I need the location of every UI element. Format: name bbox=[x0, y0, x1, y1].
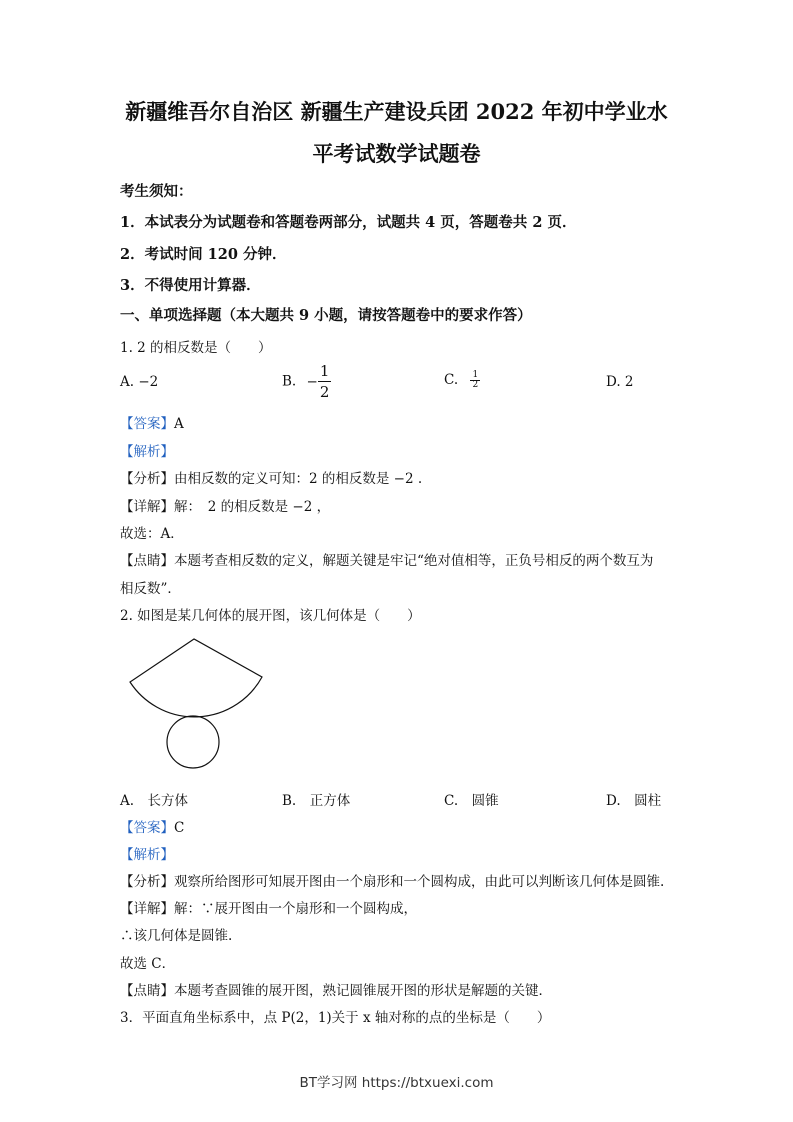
answer-value: C bbox=[174, 820, 185, 836]
q2-therefore: ∴该几何体是圆锥. bbox=[120, 928, 233, 944]
q2-option-c: C. 圆锥 bbox=[444, 793, 499, 809]
notice-item-1: 1．本试表分为试题卷和答题卷两部分，试题共 4 页，答题卷共 2 页． bbox=[120, 214, 577, 231]
fenxi-tag: 【分析】 bbox=[120, 874, 174, 890]
fraction-numerator: 1 bbox=[472, 370, 479, 380]
notice-item-2: 2．考试时间 120 分钟． bbox=[120, 246, 287, 263]
q2-choose: 故选 C． bbox=[120, 956, 176, 972]
answer-value: A bbox=[174, 416, 184, 432]
xiangjie-text: 解： 2 的相反数是 −2 ， bbox=[174, 499, 331, 515]
q2-xiangjie bbox=[120, 897, 417, 917]
q1-analysis-tag: 【解析】 bbox=[120, 444, 174, 460]
q1-option-b bbox=[282, 364, 331, 400]
answer-tag: 【答案】 bbox=[120, 820, 174, 836]
q1-fenxi bbox=[120, 467, 422, 487]
dianjing-tag: 【点睛】 bbox=[120, 553, 174, 569]
q1-option-c-prefix: C. bbox=[444, 372, 459, 388]
xiangjie-text: 解：∵展开图由一个扇形和一个圆构成， bbox=[174, 901, 417, 917]
q2-analysis-tag: 【解析】 bbox=[120, 847, 174, 863]
fraction-denominator: 2 bbox=[472, 380, 479, 390]
fraction-denominator: 2 bbox=[319, 383, 330, 401]
footer-watermark: BT学习网 https://btxuexi.com bbox=[299, 1075, 494, 1091]
section-heading: 一、单项选择题（本大题共 9 小题，请按答题卷中的要求作答） bbox=[120, 307, 532, 324]
dianjing-text: 本题考查相反数的定义，解题关键是牢记“绝对值相等，正负号相反的两个数互为 bbox=[174, 553, 654, 569]
q1-option-d: D. 2 bbox=[606, 374, 634, 390]
dianjing-tag: 【点睛】 bbox=[120, 983, 174, 999]
xiangjie-tag: 【详解】 bbox=[120, 499, 174, 515]
q2-answer bbox=[120, 816, 184, 836]
page-title-line2: 平考试数学试题卷 bbox=[312, 141, 481, 166]
q1-option-b-fraction bbox=[318, 364, 332, 400]
circle-shape bbox=[167, 716, 219, 768]
fenxi-tag: 【分析】 bbox=[120, 471, 174, 487]
q2-stem: 2. 如图是某几何体的展开图，该几何体是（ ） bbox=[120, 608, 421, 624]
q1-dianjing bbox=[120, 549, 653, 569]
q2-option-b: B. 正方体 bbox=[282, 793, 351, 809]
sector-shape bbox=[130, 639, 262, 717]
page-title-line1: 新疆维吾尔自治区 新疆生产建设兵团 2022 年初中学业水 bbox=[125, 99, 668, 124]
xiangjie-tag: 【详解】 bbox=[120, 901, 174, 917]
q1-option-c bbox=[444, 371, 480, 390]
q2-fenxi bbox=[120, 870, 664, 890]
cone-net-figure bbox=[120, 632, 280, 782]
q1-stem: 1. 2 的相反数是（ ） bbox=[120, 340, 272, 356]
notice-item-3: 3．不得使用计算器． bbox=[120, 277, 261, 294]
q1-option-b-sign: − bbox=[306, 373, 318, 390]
q2-option-d: D. 圆柱 bbox=[606, 793, 662, 809]
q1-choose: 故选：A． bbox=[120, 526, 184, 542]
q2-dianjing bbox=[120, 979, 552, 999]
fraction-numerator: 1 bbox=[319, 362, 330, 380]
q1-answer bbox=[120, 412, 184, 432]
answer-tag: 【答案】 bbox=[120, 416, 174, 432]
notice-heading: 考生须知： bbox=[120, 183, 193, 200]
q2-option-a: A. 长方体 bbox=[120, 793, 189, 809]
q1-option-b-prefix: B. bbox=[282, 373, 297, 390]
q1-dianjing-line2: 相反数”． bbox=[120, 581, 181, 597]
q1-option-a: A. −2 bbox=[120, 374, 159, 390]
dianjing-text: 本题考查圆锥的展开图，熟记圆锥展开图的形状是解题的关键． bbox=[174, 983, 552, 999]
q3-stem: 3．平面直角坐标系中，点 P(2，1)关于 x 轴对称的点的坐标是（ ） bbox=[120, 1010, 551, 1026]
q1-xiangjie bbox=[120, 495, 330, 515]
q1-option-c-fraction bbox=[470, 371, 480, 390]
fenxi-text: 由相反数的定义可知：2 的相反数是 −2 . bbox=[174, 471, 423, 487]
fenxi-text: 观察所给图形可知展开图由一个扇形和一个圆构成，由此可以判断该几何体是圆锥. bbox=[174, 874, 665, 890]
